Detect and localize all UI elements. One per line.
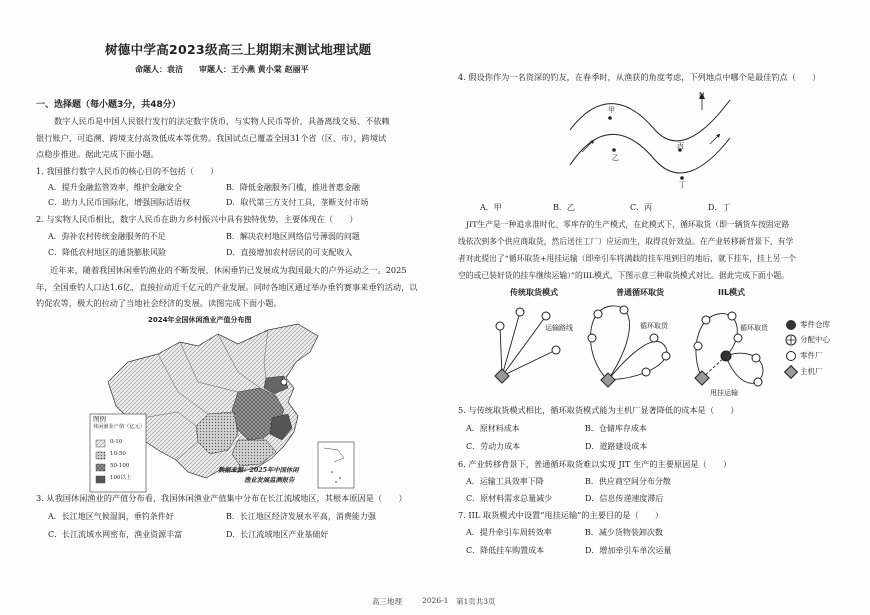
q1-option-b[interactable]: B．降低金融服务门槛，推进普惠金融	[226, 183, 360, 192]
diagram-title-iil: IIL模式	[718, 288, 746, 297]
q1-option-d[interactable]: D．取代第三方支付工具，垄断支付市场	[226, 198, 369, 207]
label-cycle-pickup: 循环取货	[640, 322, 668, 330]
map-source-line: 数据来源：2025年中国休闲	[218, 467, 299, 474]
q2-option-d[interactable]: D．直接增加农村居民的可支配收入	[226, 248, 353, 257]
parts-factory	[594, 310, 602, 318]
q6-stem: 6. 产业转移背景下，普通循环取货难以实现 JIT 生产的主要原因是（ ）	[458, 459, 732, 469]
q6-option-d[interactable]: D．信息传递速度滞后	[585, 494, 664, 503]
q2-stem: 2. 与实物人民币相比，数字人民币在助力乡村振兴中具有独特优势，主要体现在（ ）	[36, 214, 358, 224]
label-route: 运输路线	[545, 324, 573, 332]
map-source-line: 渔业发展监测报告	[244, 477, 295, 484]
q5-option-d[interactable]: D．道路建设成本	[585, 442, 648, 451]
map-region-mid	[232, 440, 276, 466]
label-cycle-pickup-iil: 循环取货	[740, 324, 768, 332]
exam-title: 树德中学高2023级高三上期期末测试地理试题	[105, 42, 372, 57]
parts-factory	[642, 368, 650, 376]
point-jia	[608, 116, 612, 120]
parts-factory	[496, 322, 504, 330]
parts-factory	[620, 306, 628, 314]
parts-factory	[752, 354, 760, 362]
parts-factory	[650, 334, 658, 342]
diagram-title-cycle: 普通循环取货	[616, 288, 664, 297]
parts-factory-icon	[787, 352, 796, 361]
q7-option-d[interactable]: D．增加牵引车单次运量	[585, 546, 672, 555]
q7-stem: 7. IIL 取货模式中设置“甩挂运输”的主要目的是（ ）	[458, 510, 664, 520]
warehouse-icon	[786, 320, 796, 330]
q4-option-c[interactable]: C．丙	[630, 203, 653, 212]
parts-factory	[734, 334, 742, 342]
q3-option-b[interactable]: B．长江地区经济发展水平高，消费能力强	[226, 512, 376, 521]
q3-option-d[interactable]: D．长江流域地区产业基础好	[226, 530, 329, 539]
q3-option-c[interactable]: C．长江流域水网密布，渔业资源丰富	[48, 530, 183, 539]
legend-swatch-50-100	[96, 464, 105, 471]
parts-warehouse	[721, 351, 731, 361]
legend-main-factory: 主机厂	[800, 367, 823, 376]
map-legend-subtitle: 休闲渔业产值（亿元）	[93, 424, 145, 430]
q2-option-c[interactable]: C．降低农村地区的通货膨胀风险	[48, 248, 167, 257]
parts-factory	[662, 352, 670, 360]
intro-fishing	[36, 262, 436, 312]
label-ding: 丁	[679, 181, 686, 189]
label-yi: 乙	[612, 154, 619, 162]
q2-option-b[interactable]: B．解决农村地区网络信号薄弱的问题	[226, 232, 360, 241]
main-factory	[495, 369, 509, 383]
q6-option-c[interactable]: C．原材料需求总量减少	[466, 494, 553, 503]
cycle-mode	[588, 306, 670, 387]
q1-option-a[interactable]: A．提升金融监管效率，维护金融安全	[48, 183, 182, 192]
parts-factory	[542, 312, 550, 320]
legend-swatch-10-50	[96, 452, 105, 459]
label-jia: 甲	[608, 106, 615, 114]
q3-stem: 3. 从我国休闲渔业的产值分布看，我国休闲渔业产值集中分布在长江流域地区，其根本原因是（ ）	[36, 493, 407, 503]
intro-jit	[458, 216, 853, 284]
q4-option-a[interactable]: A．甲	[480, 203, 502, 212]
q7-option-b[interactable]: B．减少货物装卸次数	[585, 528, 663, 537]
parts-factory	[728, 312, 736, 320]
parts-factory	[516, 308, 524, 316]
intro-line: 近年来，随着我国休闲垂钓渔业的不断发展，休闲垂钓已发展成为我国最大的户外运动之一。2025	[50, 265, 407, 275]
capital-marker	[281, 379, 287, 385]
river-bank-north	[570, 100, 730, 141]
parts-factory	[552, 346, 560, 354]
legend-distribution: 分配中心	[800, 335, 830, 344]
q5-option-b[interactable]: B．仓储库存成本	[585, 424, 647, 433]
legend-label: 100以上	[110, 475, 132, 481]
intro-line: 年，全国垂钓人口达1.6亿，直接拉动近千亿元的产业发展。同时各地区通过举办垂钓赛事来垂钓活动，以	[36, 281, 418, 292]
pickup-modes-diagram	[486, 298, 786, 402]
exam-authors: 命题人：袁洁 审题人：王小燕 黄小棠 赵丽平	[135, 64, 309, 74]
river-meander-diagram	[560, 90, 740, 190]
legend-warehouse: 零件仓库	[800, 320, 830, 329]
section-heading: 一、选择题（每小题3分，共48分）	[36, 100, 181, 110]
q1-stem: 1. 我国推行数字人民币的核心目的不包括（ ）	[36, 166, 219, 176]
intro-line: 钓促农等，极大的拉动了当地社会经济的发展。读图完成下面小题。	[36, 298, 282, 308]
intro-line: 空的或已装好货的挂车继续运输）”的IIL模式，下图示意三种取货模式对比。据此完成下面小题。	[458, 271, 790, 280]
jit-legend-icons	[784, 318, 798, 380]
parts-factory	[702, 316, 710, 324]
q4-option-b[interactable]: B．乙	[553, 203, 575, 212]
intro-line: 银行账户、可追溯、跨境支付高效低成本等优势。我国试点已覆盖全国31个省（区、市），跨境试	[36, 132, 387, 143]
q5-stem: 5. 与传统取货模式相比，循环取货模式能为主机厂显著降低的成本是（ ）	[458, 405, 739, 415]
legend-label: 50-100	[110, 463, 130, 469]
main-factory-icon	[785, 366, 798, 379]
map-inset-south-sea	[318, 442, 354, 488]
map-legend-title: 图例	[93, 415, 106, 423]
intro-line: 数字人民币是中国人民银行发行的法定数字货币，与实物人民币等价，具备离线交易、不依赖	[54, 116, 390, 126]
intro-line: 线依次到多个供应商取货，然后送往工厂）应运而生，取得良好效益。在产业转移新背景下，有学	[458, 237, 794, 246]
q1-option-c[interactable]: C．助力人民币国际化，增强国际话语权	[48, 198, 191, 207]
q7-option-a[interactable]: A．提升牵引车周转效率	[466, 528, 552, 537]
parts-factory	[588, 334, 596, 342]
label-north: N	[699, 91, 705, 99]
q7-option-c[interactable]: C．降低挂车购置成本	[466, 546, 545, 555]
q6-option-b[interactable]: B．供应商空间分布分散	[585, 477, 671, 486]
legend-parts-factory: 零件厂	[800, 351, 823, 360]
label-drop-trailer: 甩挂运输	[710, 389, 738, 397]
q5-option-a[interactable]: A．原材料成本	[466, 424, 520, 433]
legend-label: 0-10	[110, 439, 123, 445]
legend-swatch-0-10	[96, 440, 105, 447]
map-title: 2024年全国休闲渔业产值分布图	[148, 316, 252, 324]
intro-line: 点稳步推进。据此完成下面小题。	[36, 149, 159, 159]
footer-subject: 高三地理	[372, 597, 402, 606]
footer-page-number: 第1页共3页	[456, 597, 496, 606]
q2-option-a[interactable]: A．弥补农村传统金融服务的不足	[48, 232, 166, 241]
q6-option-a[interactable]: A．运输工具效率下降	[466, 477, 544, 486]
q4-option-d[interactable]: D．丁	[708, 203, 731, 212]
traditional-mode	[495, 308, 560, 383]
parts-factory	[694, 342, 702, 350]
q5-option-c[interactable]: C．劳动力成本	[466, 442, 521, 451]
label-bing: 丙	[677, 142, 684, 150]
intro-line: JIT生产是一种追求准时化、零库存的生产模式，在此模式下，循环取货（即一辆货车按固定路	[466, 220, 790, 229]
intro-digital-rmb	[36, 113, 436, 163]
legend-swatch-100-plus	[96, 476, 105, 483]
legend-label: 10-50	[110, 451, 126, 457]
q4-stem: 4. 假设你作为一名资深的钓友，在春季时，从渔获的角度考虑，下列地点中哪个是最佳钓点（ ）	[458, 72, 821, 82]
diagram-title-traditional: 传统取货模式	[510, 288, 558, 297]
parts-factory	[754, 378, 762, 386]
footer-date: 2026-1	[422, 596, 449, 605]
q3-option-a[interactable]: A．长江地区气候湿润，垂钓条件好	[48, 512, 174, 521]
intro-line: 者对此提出了“循环取货+甩挂运输（即牵引车将满载的挂车甩到目的地后，就下挂车，挂上另一个	[458, 254, 796, 263]
